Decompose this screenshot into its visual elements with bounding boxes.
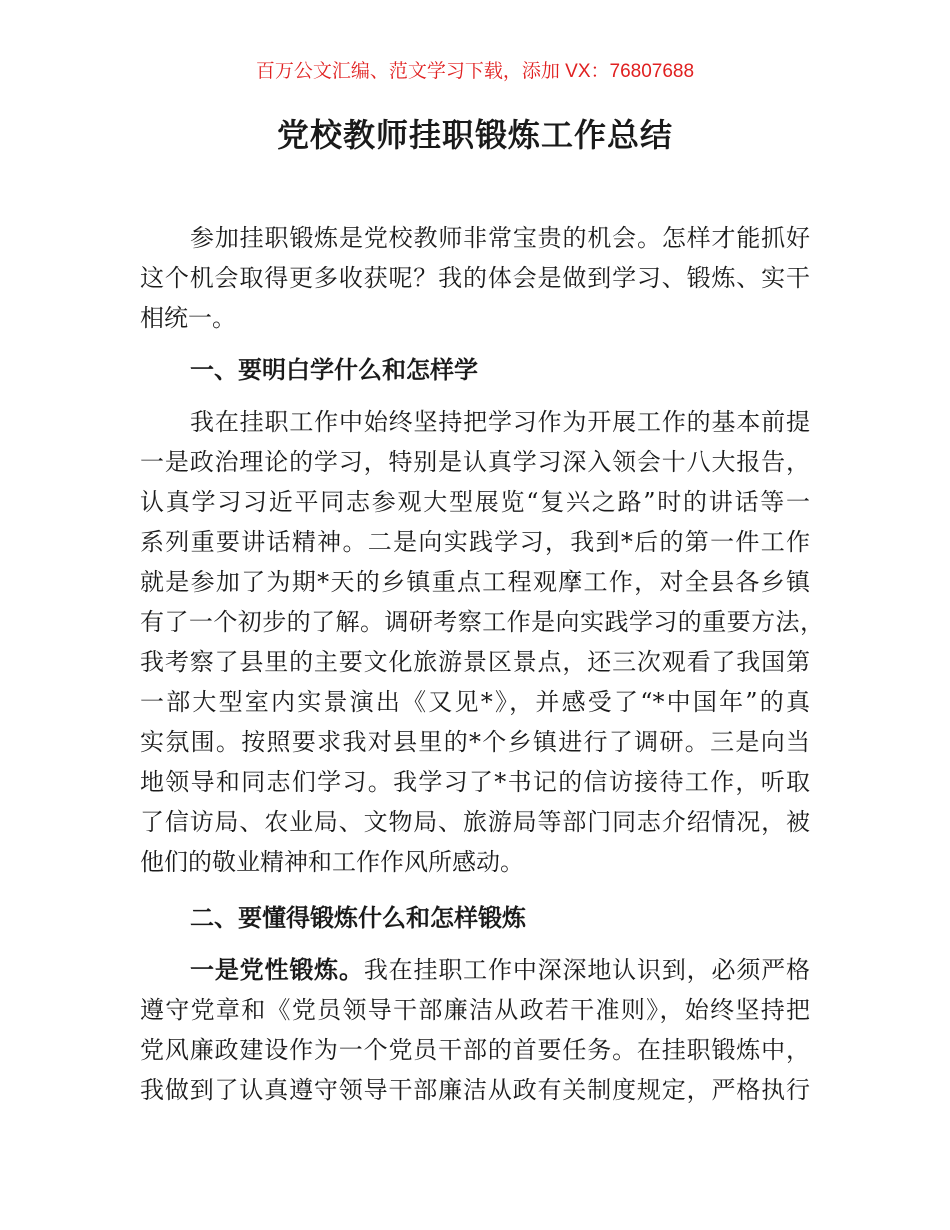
paragraph-line: 地领导和同志们学习。我学习了*书记的信访接待工作，听取 — [140, 768, 810, 796]
section-heading: 二、要懂得锻炼什么和怎样锻炼 — [190, 903, 526, 932]
paragraph-line: 这个机会取得更多收获呢？我的体会是做到学习、锻炼、实干 — [140, 264, 810, 292]
section-heading: 一、要明白学什么和怎样学 — [190, 355, 478, 384]
paragraph-line: 我做到了认真遵守领导干部廉洁从政有关制度规定，严格执行 — [140, 1076, 810, 1104]
paragraph-line: 实氛围。按照要求我对县里的*个乡镇进行了调研。三是向当 — [140, 728, 810, 756]
paragraph-line: 相统一。 — [140, 304, 236, 332]
document-title: 党校教师挂职锻炼工作总结 — [276, 116, 673, 154]
paragraph-line: 我考察了县里的主要文化旅游景区景点，还三次观看了我国第 — [140, 648, 810, 676]
paragraph-line: 党风廉政建设作为一个党员干部的首要任务。在挂职锻炼中， — [140, 1036, 810, 1064]
paragraph-line: 一部大型室内实景演出《又见*》，并感受了“*中国年”的真 — [140, 688, 810, 716]
lead-text: 我在挂职工作中深深地认识到，必须严格 — [363, 956, 811, 984]
bold-lead: 一是党性锻炼。 — [190, 955, 364, 984]
paragraph-line: 参加挂职锻炼是党校教师非常宝贵的机会。怎样才能抓好 — [190, 224, 810, 252]
paragraph-line: 遵守党章和《党员领导干部廉洁从政若干准则》，始终坚持把 — [140, 996, 810, 1024]
paragraph-line: 我在挂职工作中始终坚持把学习作为开展工作的基本前提 — [190, 408, 810, 436]
paragraph-line: 系列重要讲话精神。二是向实践学习，我到*后的第一件工作 — [140, 528, 810, 556]
watermark-banner: 百万公文汇编、范文学习下载，添加 VX：76807688 — [255, 61, 695, 82]
paragraph-line: 了信访局、农业局、文物局、旅游局等部门同志介绍情况，被 — [140, 808, 810, 836]
paragraph-line — [190, 955, 810, 985]
paragraph-line: 他们的敬业精神和工作作风所感动。 — [140, 848, 524, 876]
paragraph-line: 一是政治理论的学习，特别是认真学习深入领会十八大报告， — [140, 448, 810, 476]
paragraph-line: 有了一个初步的了解。调研考察工作是向实践学习的重要方法， — [140, 608, 824, 636]
paragraph-line: 就是参加了为期*天的乡镇重点工程观摩工作，对全县各乡镇 — [140, 568, 810, 596]
paragraph-line: 认真学习习近平同志参观大型展览“复兴之路”时的讲话等一 — [140, 488, 810, 516]
